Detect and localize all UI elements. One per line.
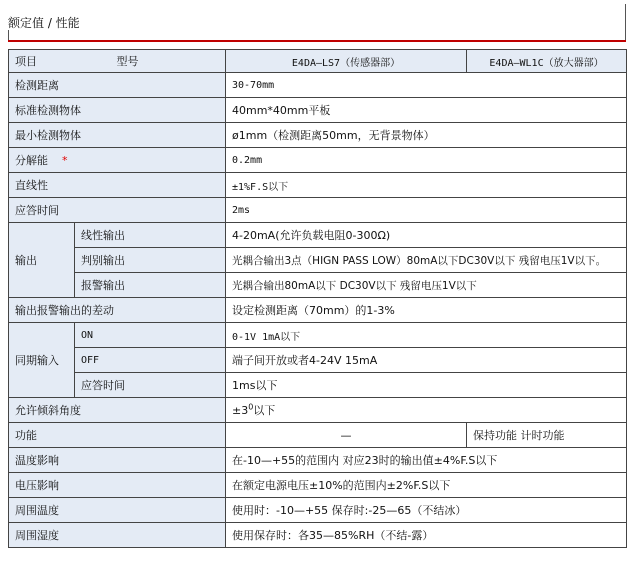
row-value: 4-20mA(允许负载电阻0-300Ω) <box>226 223 627 248</box>
row-label: 应答时间 <box>9 198 226 223</box>
row-value: 在-10—+55的范围内 对应23时的输出值±4%F.S以下 <box>226 448 627 473</box>
table-row <box>9 373 627 398</box>
tilt-degree: 0 <box>248 402 254 412</box>
table-row <box>9 398 627 423</box>
table-row <box>9 148 627 173</box>
table-header-row <box>9 50 627 73</box>
table-row <box>9 298 627 323</box>
row-value: 光耦合输出80mA以下 DC30V以下 残留电压1V以下 <box>226 273 627 298</box>
table-row <box>9 423 627 448</box>
table-row <box>9 498 627 523</box>
table-row <box>9 473 627 498</box>
row-label: 电压影响 <box>9 473 226 498</box>
sub-label: ON <box>75 323 226 348</box>
header-item: 项目 <box>15 55 37 68</box>
row-value: 在额定电源电压±10%的范围内±2%F.S以下 <box>226 473 627 498</box>
group-label-sync: 同期输入 <box>9 323 75 398</box>
table-row <box>9 123 627 148</box>
row-label: 最小检测物体 <box>9 123 226 148</box>
table-row <box>9 448 627 473</box>
row-value: 光耦合输出3点（HIGN PASS LOW）80mA以下DC30V以下 残留电压1V以下。 <box>226 248 627 273</box>
tilt-value: ±3 <box>232 404 249 417</box>
row-label: 温度影响 <box>9 448 226 473</box>
sub-label: 线性输出 <box>75 223 226 248</box>
frame-right-edge <box>625 4 626 40</box>
row-value: 0-1V 1mA以下 <box>226 323 627 348</box>
row-label: 标准检测物体 <box>9 98 226 123</box>
row-value: 30-70mm <box>226 73 627 98</box>
row-label: 输出报警输出的差动 <box>9 298 226 323</box>
table-row <box>9 98 627 123</box>
table-row <box>9 173 627 198</box>
header-amplifier: E4DA—WL1C（放大器部） <box>467 50 627 73</box>
tilt-suffix: 以下 <box>253 404 276 417</box>
header-item-model <box>9 50 226 73</box>
row-value: 使用时：-10—+55 保存时:-25—65（不结冰） <box>226 498 627 523</box>
row-value: 1ms以下 <box>226 373 627 398</box>
row-value: 0.2mm <box>226 148 627 173</box>
row-label: 允许倾斜角度 <box>9 398 226 423</box>
sub-label: 判别输出 <box>75 248 226 273</box>
function-sensor-value: — <box>226 423 467 448</box>
header-model: 型号 <box>116 55 139 68</box>
row-value: ø1mm（检测距离50mm，无背景物体） <box>226 123 627 148</box>
table-row <box>9 273 627 298</box>
note-star: * <box>62 154 68 167</box>
row-label-resolution <box>9 148 226 173</box>
sub-label: OFF <box>75 348 226 373</box>
row-label: 功能 <box>9 423 226 448</box>
table-row <box>9 198 627 223</box>
row-label: 检测距离 <box>9 73 226 98</box>
sub-label: 应答时间 <box>75 373 226 398</box>
row-value: 使用保存时：各35—85%RH（不结-露） <box>226 523 627 548</box>
row-value: 设定检测距离（70mm）的1-3% <box>226 298 627 323</box>
header-sensor: E4DA—LS7（传感器部） <box>226 50 467 73</box>
table-row <box>9 73 627 98</box>
row-label: 周围温度 <box>9 498 226 523</box>
frame-left-edge <box>8 30 9 40</box>
row-value-tilt <box>226 398 627 423</box>
table-row <box>9 523 627 548</box>
row-value: 2ms <box>226 198 627 223</box>
row-label: 直线性 <box>9 173 226 198</box>
page-title: 额定值 / 性能 <box>8 16 80 30</box>
group-label-output: 输出 <box>9 223 75 298</box>
spec-sheet <box>8 0 626 576</box>
row-label: 周围湿度 <box>9 523 226 548</box>
table-row <box>9 223 627 248</box>
row-label: 分解能 <box>15 154 48 167</box>
row-value: 40mm*40mm平板 <box>226 98 627 123</box>
row-value: 端子间开放或者4-24V 15mA <box>226 348 627 373</box>
title-divider <box>8 40 626 42</box>
table-row <box>9 323 627 348</box>
table-row <box>9 348 627 373</box>
function-amp-value: 保持功能 计时功能 <box>467 423 627 448</box>
spec-table <box>8 49 627 548</box>
sub-label: 报警输出 <box>75 273 226 298</box>
table-row <box>9 248 627 273</box>
row-value: ±1%F.S以下 <box>226 173 627 198</box>
